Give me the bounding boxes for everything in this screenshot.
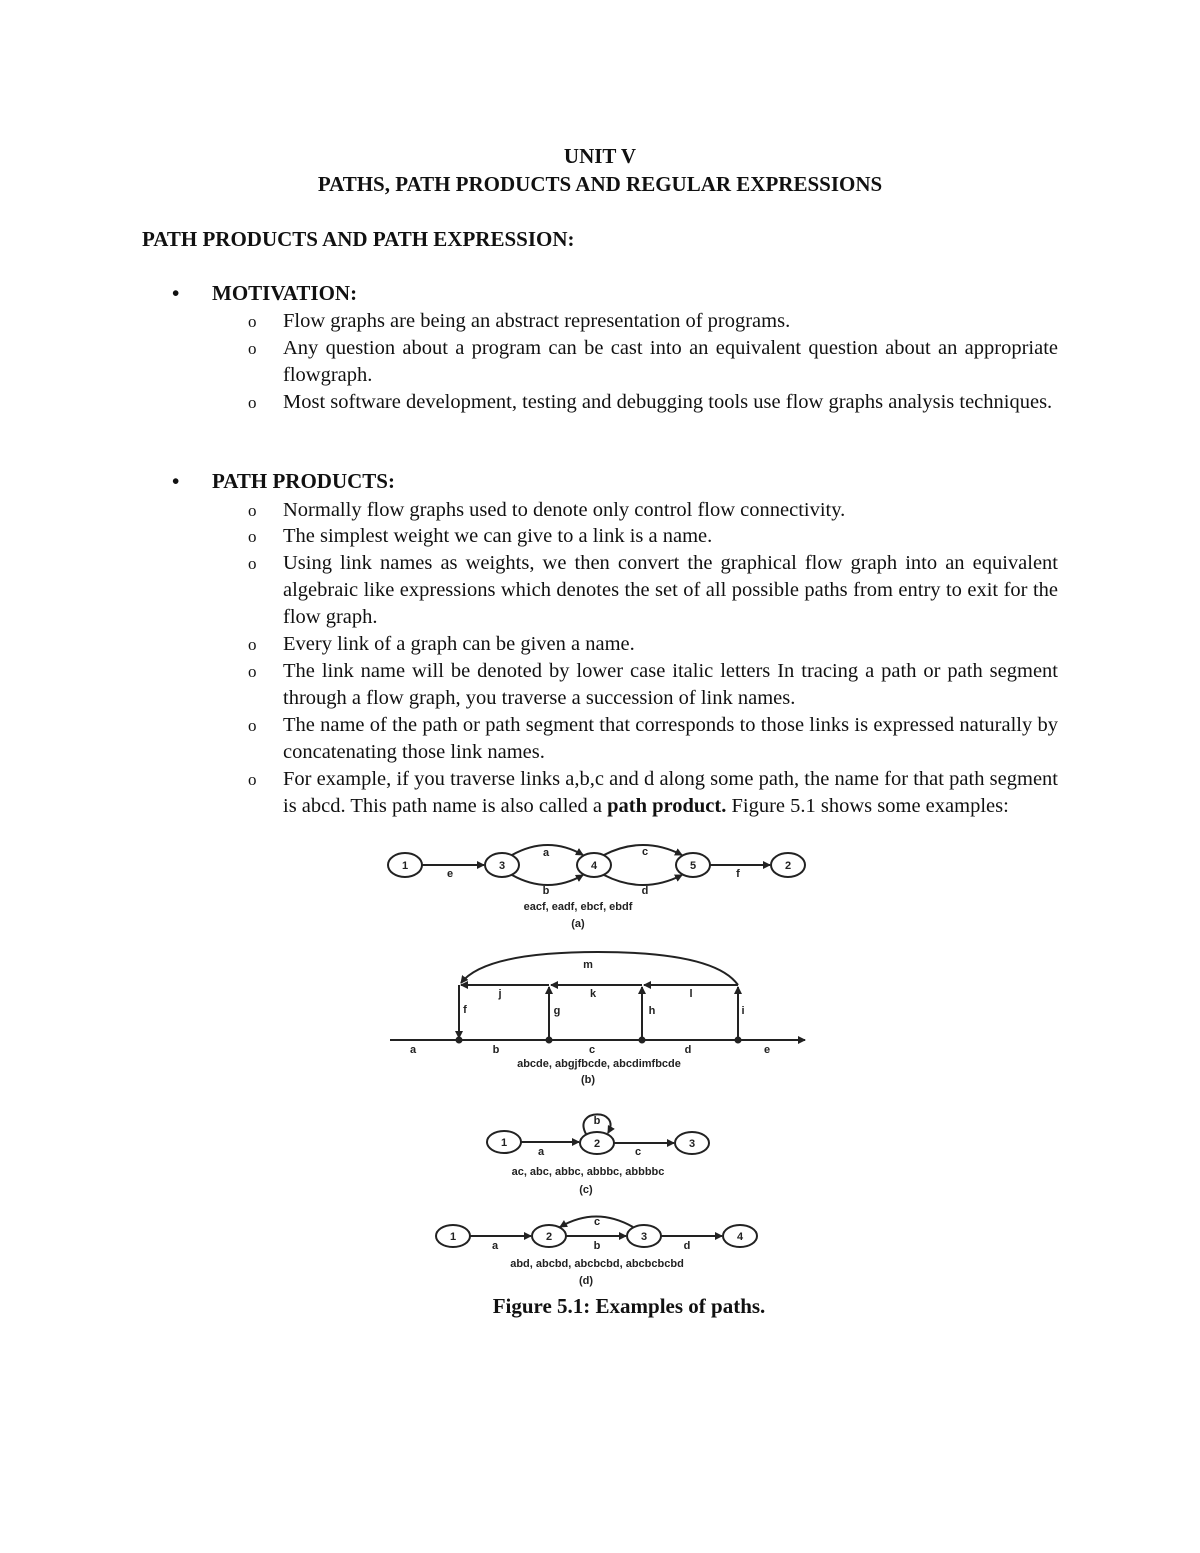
link-label: d [683, 1240, 691, 1252]
list-item-text: Most software development, testing and debugging tools use flow graphs analysis techniques. [283, 391, 1053, 413]
node-label: 3 [640, 1231, 648, 1243]
path-list: abd, abcbd, abcbcbd, abcbcbcbd [510, 1258, 684, 1270]
link-label: h [648, 1005, 656, 1017]
graph-link [604, 875, 682, 885]
link-label: b [593, 1240, 601, 1252]
bullet-icon: • [172, 281, 180, 305]
link-label: c [641, 846, 649, 858]
sub-bullet-icon: o [248, 770, 257, 789]
unit-title: UNIT V [563, 144, 637, 168]
sub-bullet-icon: o [248, 339, 257, 358]
link-label: c [593, 1216, 601, 1228]
subfigure-label: (d) [578, 1275, 594, 1287]
link-label: i [741, 1005, 745, 1017]
link-label: a [409, 1044, 417, 1056]
path-product-term: path product. [607, 795, 727, 817]
path-products-heading: PATH PRODUCTS: [212, 469, 395, 493]
sub-bullet-icon: o [248, 393, 257, 412]
subfigure-label: (a) [571, 918, 585, 930]
figure-caption: Figure 5.1: Examples of paths. [492, 1294, 766, 1318]
link-label: g [553, 1005, 561, 1017]
list-item-text: Flow graphs are being an abstract representation of programs. [283, 310, 791, 332]
node-label: 4 [590, 860, 598, 872]
sub-bullet-icon: o [248, 554, 257, 573]
list-item-text: Every link of a graph can be given a name. [283, 633, 635, 655]
sub-bullet-icon: o [248, 662, 257, 681]
graph-node [457, 1038, 462, 1043]
sub-bullet-icon: o [248, 501, 257, 520]
node-label: 2 [784, 860, 792, 872]
link-label: e [446, 868, 454, 880]
sub-bullet-icon: o [248, 312, 257, 331]
example-text-before: For example, if you traverse links a,b,c and d along some path, the name for that path segment is abcd. This path name is also called a [283, 768, 1058, 817]
link-label: m [583, 959, 593, 971]
link-label: f [463, 1004, 467, 1016]
node-label: 2 [593, 1138, 601, 1150]
graph-link [461, 952, 738, 985]
list-item-text: Normally flow graphs used to denote only control flow connectivity. [283, 499, 846, 521]
sub-bullet-icon: o [248, 527, 257, 546]
link-label: a [491, 1240, 499, 1252]
node-label: 3 [688, 1138, 696, 1150]
section-heading: PATH PRODUCTS AND PATH EXPRESSION: [142, 227, 575, 251]
graph-node [736, 1038, 741, 1043]
path-list: eacf, eadf, ebcf, ebdf [523, 901, 633, 913]
list-item-text: The link name will be denoted by lower case italic letters In tracing a path or path segment through a flow graph, you traverse a succession of link names. [283, 660, 1058, 709]
path-list: abcde, abgjfbcde, abcdimfbcde [517, 1058, 681, 1070]
list-item-text: The simplest weight we can give to a link is a name. [283, 525, 713, 547]
link-label: a [542, 847, 550, 859]
node-label: 5 [689, 860, 697, 872]
graph-node [640, 1038, 645, 1043]
link-label: d [641, 885, 649, 897]
sub-bullet-icon: o [248, 716, 257, 735]
node-label: 1 [401, 860, 409, 872]
subfigure-label: (b) [580, 1074, 596, 1086]
motivation-heading: MOTIVATION: [212, 281, 358, 305]
node-label: 2 [545, 1231, 553, 1243]
link-label: b [492, 1044, 500, 1056]
subfigure-label: (c) [579, 1184, 593, 1196]
graph-node [547, 1038, 552, 1043]
list-item-text: Using link names as weights, we then convert the graphical flow graph into an equivalent algebraic like expressions which denotes the set of all possible paths from entry to exit for the flow graph. [283, 552, 1058, 628]
list-item-text: Any question about a program can be cast into an equivalent question about an appropriate flowgraph. [283, 337, 1058, 386]
link-label: j [498, 988, 502, 1000]
link-label: c [634, 1146, 642, 1158]
link-label: l [689, 988, 693, 1000]
graph-link [512, 875, 583, 885]
node-label: 3 [498, 860, 506, 872]
figure-b [390, 952, 805, 1043]
link-label: e [763, 1044, 771, 1056]
link-label: b [542, 885, 550, 897]
bullet-icon: • [172, 469, 180, 493]
link-label: b [593, 1115, 601, 1127]
node-label: 4 [736, 1231, 744, 1243]
document-title: PATHS, PATH PRODUCTS AND REGULAR EXPRESSIONS [317, 172, 883, 196]
list-item-text: The name of the path or path segment that corresponds to those links is expressed naturally by concatenating those link names. [283, 714, 1058, 763]
node-label: 1 [500, 1137, 508, 1149]
link-label: d [684, 1044, 692, 1056]
link-label: a [537, 1146, 545, 1158]
sub-bullet-icon: o [248, 635, 257, 654]
example-text-after: Figure 5.1 shows some examples: [726, 795, 1009, 817]
path-list: ac, abc, abbc, abbbc, abbbbc [511, 1166, 665, 1178]
link-label: c [588, 1044, 596, 1056]
link-label: f [736, 868, 740, 880]
node-label: 1 [449, 1231, 457, 1243]
link-label: k [589, 988, 597, 1000]
